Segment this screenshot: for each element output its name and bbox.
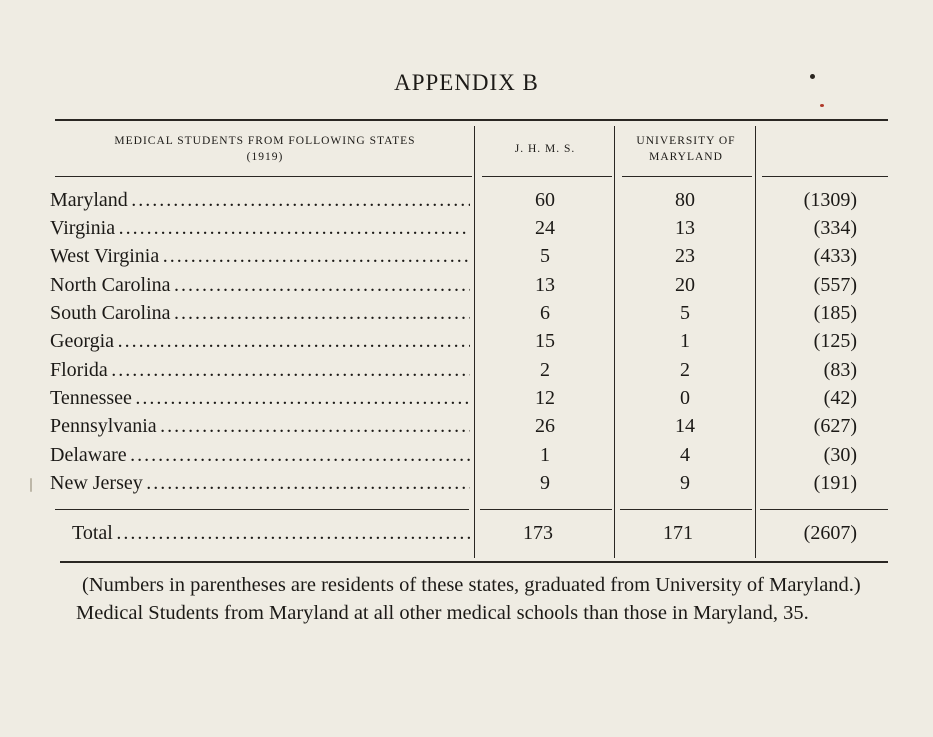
table-row (0, 274, 933, 302)
umd-count: 2 (680, 359, 690, 381)
residents-count: (191) (813, 472, 857, 494)
header-rule-1 (55, 176, 472, 177)
jhms-count: 12 (535, 387, 555, 409)
header-rule-4 (762, 176, 888, 177)
state-name: Pennsylvania . . . (50, 415, 470, 438)
jhms-count: 6 (540, 302, 550, 324)
residents-count: (83) (823, 359, 857, 381)
umd-count: 0 (680, 387, 690, 409)
jhms-count: 24 (535, 217, 555, 239)
note-other-schools: Medical Students from Maryland at all other medical schools than those in Maryland, 35. (76, 602, 809, 624)
table-row (0, 302, 933, 330)
umd-count: 13 (675, 217, 695, 239)
jhms-count: 15 (535, 330, 555, 352)
table-top-rule (55, 119, 888, 121)
header-states: MEDICAL STUDENTS FROM FOLLOWING STATES (1919) (114, 135, 416, 163)
page-title: APPENDIX B (394, 70, 539, 95)
state-name: Maryland . . . (50, 189, 470, 212)
note-parentheses: (Numbers in parentheses are residents of these states, graduated from University of Maryland.) (82, 574, 861, 596)
footnotes (48, 571, 893, 627)
jhms-count: 9 (540, 472, 550, 494)
umd-count: 20 (675, 274, 695, 296)
residents-count: (334) (813, 217, 857, 239)
paper-speck (810, 74, 815, 79)
table-row (0, 330, 933, 358)
umd-count: 80 (675, 189, 695, 211)
jhms-count: 13 (535, 274, 555, 296)
state-name: South Carolina . . . (50, 302, 470, 325)
total-umd: 171 (663, 522, 693, 544)
umd-count: 5 (680, 302, 690, 324)
paper-speck (30, 478, 32, 492)
umd-count: 23 (675, 245, 695, 267)
table-row (0, 359, 933, 387)
total-rule-2 (480, 509, 612, 510)
table-row (0, 189, 933, 217)
header-umd: UNIVERSITY OF MARYLAND (636, 135, 736, 163)
table-row (0, 387, 933, 415)
residents-count: (627) (813, 415, 857, 437)
residents-count: (42) (823, 387, 857, 409)
total-rule-4 (760, 509, 888, 510)
state-name: Tennessee . . . (50, 387, 470, 410)
state-name: West Virginia . . . (50, 245, 470, 268)
umd-count: 4 (680, 444, 690, 466)
jhms-count: 26 (535, 415, 555, 437)
jhms-count: 2 (540, 359, 550, 381)
residents-count: (557) (813, 274, 857, 296)
header-rule-2 (482, 176, 612, 177)
total-row (0, 522, 933, 550)
paper-speck (820, 104, 824, 107)
table-bottom-rule (60, 561, 888, 563)
state-name: Delaware . . . (50, 444, 470, 467)
total-residents: (2607) (803, 522, 857, 544)
header-rule-3 (622, 176, 752, 177)
residents-count: (30) (823, 444, 857, 466)
residents-count: (125) (813, 330, 857, 352)
jhms-count: 60 (535, 189, 555, 211)
total-rule-3 (620, 509, 752, 510)
residents-count: (1309) (803, 189, 857, 211)
table-row (0, 245, 933, 273)
residents-count: (433) (813, 245, 857, 267)
state-name: North Carolina . . . (50, 274, 470, 297)
state-name: Virginia . . . (50, 217, 470, 240)
state-name: Florida . . . (50, 359, 470, 382)
umd-count: 1 (680, 330, 690, 352)
total-jhms: 173 (523, 522, 553, 544)
header-jhms: J. H. M. S. (514, 143, 576, 155)
total-label: Total . . . (72, 522, 470, 545)
umd-count: 14 (675, 415, 695, 437)
table-row (0, 472, 933, 500)
jhms-count: 5 (540, 245, 550, 267)
total-rule-1 (55, 509, 469, 510)
residents-count: (185) (813, 302, 857, 324)
umd-count: 9 (680, 472, 690, 494)
state-name: Georgia . . . (50, 330, 470, 353)
table-row (0, 444, 933, 472)
table-row (0, 217, 933, 245)
state-name: New Jersey . . . (50, 472, 470, 495)
jhms-count: 1 (540, 444, 550, 466)
table-row (0, 415, 933, 443)
